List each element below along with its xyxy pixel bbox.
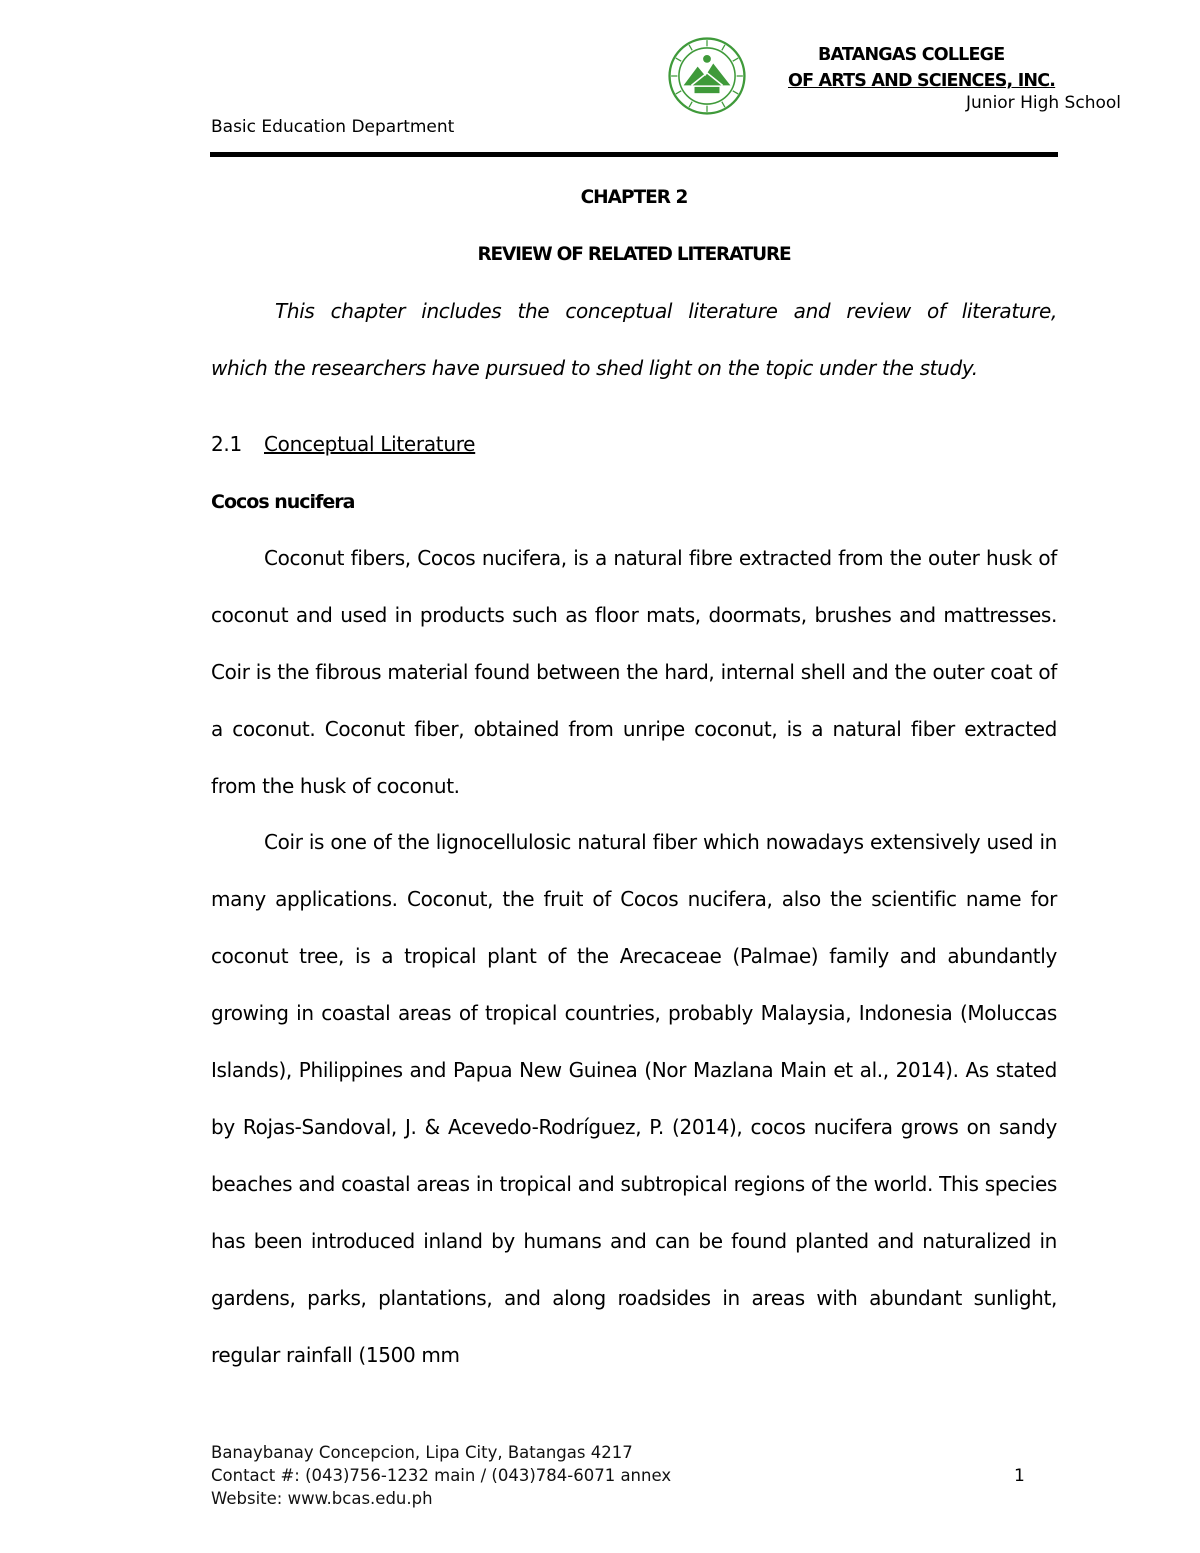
intro-line-1: This chapter includes the conceptual literature and review of literature, xyxy=(275,299,1057,323)
department-name: Basic Education Department xyxy=(211,117,455,137)
school-seal-icon xyxy=(668,37,746,115)
footer-website: Website: www.bcas.edu.ph xyxy=(211,1489,433,1508)
footer-address: Banaybanay Concepcion, Lipa City, Batangas 4217 xyxy=(211,1443,633,1462)
school-level: Junior High School xyxy=(966,93,1121,113)
intro-line-2: which the researchers have pursued to shed light on the topic under the study. xyxy=(211,356,978,380)
section-number: 2.1 xyxy=(211,432,242,456)
paragraph-2: Coir is one of the lignocellulosic natural fiber which nowadays extensively used in many applications. Coconut, the fruit of Cocos nucifera, also the scientific name for coconut tree, is a tropical plant of the Arecaceae (Palmae) family and abundantly growing in coastal areas of tropical countries, probably Malaysia, Indonesia (Moluccas Islands), Philippines and Papua New Guinea (Nor Mazlana Main et al., 2014). As stated by Rojas-Sandoval, J. & Acevedo-Rodríguez, P. (2014), cocos nucifera grows on sandy beaches and coastal areas in tropical and subtropical regions of the world. This species has been introduced inland by humans and can be found planted and naturalized in gardens, parks, plantations, and along roadsides in areas with abundant sunlight, regular rainfall (1500 mm xyxy=(211,830,1057,1367)
paragraph-1: Coconut fibers, Cocos nucifera, is a natural fibre extracted from the outer husk of coconut and used in products such as floor mats, doormats, brushes and mattresses. Coir is the fibrous material found between the hard, internal shell and the outer coat of a coconut. Coconut fiber, obtained from unripe coconut, is a natural fiber extracted from the husk of coconut. xyxy=(211,546,1057,798)
page-number: 1 xyxy=(1014,1466,1025,1486)
section-title: Conceptual Literature xyxy=(264,432,476,456)
college-name-line1: BATANGAS COLLEGE xyxy=(818,45,1005,65)
header-divider xyxy=(210,152,1058,157)
college-name-line2: OF ARTS AND SCIENCES, INC. xyxy=(788,71,1056,91)
section-heading xyxy=(211,430,475,458)
footer-contact: Contact #: (043)756-1232 main / (043)784-6071 annex xyxy=(211,1466,672,1485)
chapter-title: REVIEW OF RELATED LITERATURE xyxy=(477,244,791,265)
subheading: Cocos nucifera xyxy=(211,491,355,513)
footer-contact-block xyxy=(211,1441,671,1510)
chapter-heading: CHAPTER 2 xyxy=(580,187,688,208)
